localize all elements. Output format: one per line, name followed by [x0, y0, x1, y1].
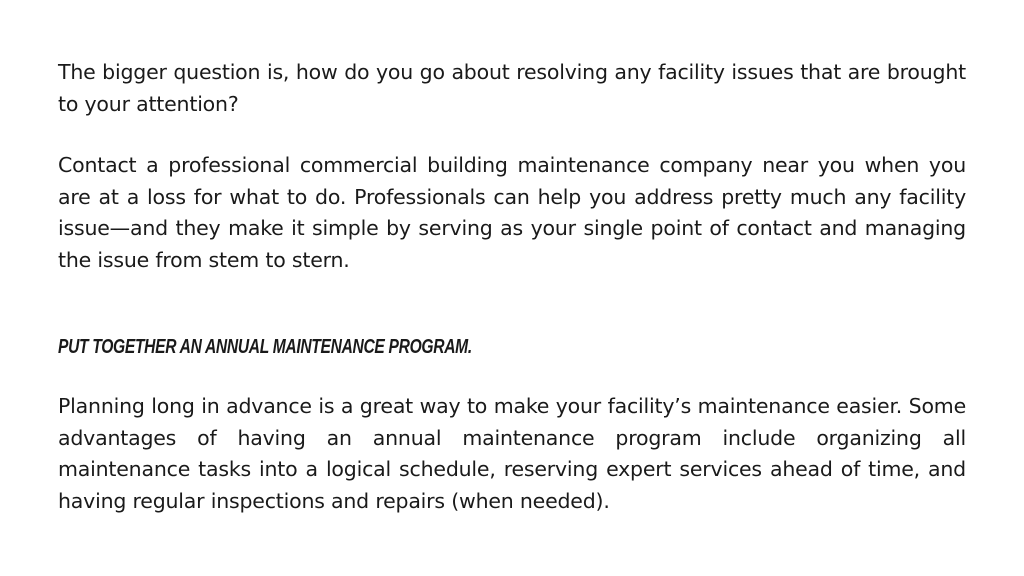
intro-paragraph: The bigger question is, how do you go about resolving any facility issues that are brought to your attention?	[58, 60, 966, 116]
document-body	[58, 57, 966, 517]
contact-paragraph: Contact a professional commercial building maintenance company near you when you are at a loss for what to do. Professionals can help you address pretty much any facility issue—and they make it simple by serving as your single point of contact and managing the issue from stem to stern.	[58, 153, 966, 272]
planning-paragraph: Planning long in advance is a great way to make your facility’s maintenance easier. Some advantages of having an annual maintenance program include organizing all maintenance tasks into a logical schedule, reserving expert services ahead of time, and having regular inspections and repairs (when needed).	[58, 394, 966, 513]
section-heading: PUT TOGETHER AN ANNUAL MAINTENANCE PROGRAM.	[58, 336, 472, 358]
